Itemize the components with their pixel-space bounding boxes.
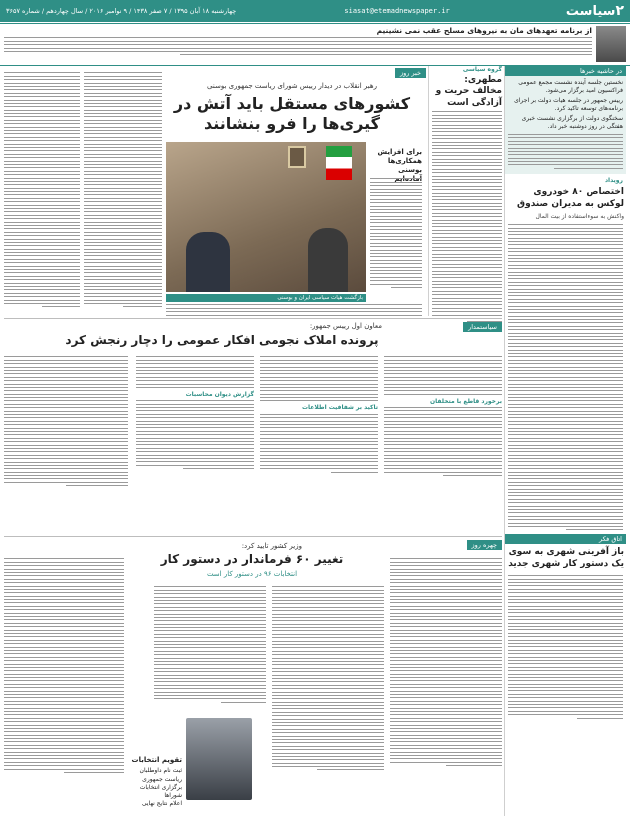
- story2-col-2: [260, 354, 378, 475]
- story3-bio: [122, 756, 182, 808]
- story2-col-1: [384, 354, 502, 478]
- sidebar-story1-text: [505, 224, 626, 530]
- opinion-text: [432, 111, 502, 322]
- story3-portrait: [186, 718, 252, 800]
- sidebar-news-item: رییس جمهور در جلسه هیات دولت بر اجرای برنامه‌های توسعه تاکید کرد.: [514, 97, 623, 113]
- date-line: چهارشنبه ۱۸ آبان ۱۳۹۵ / ۷ صفر ۱۴۳۸ / ۹ نوامبر ۲۰۱۶ / سال چهاردهم / شماره ۳۶۵۷: [6, 7, 237, 15]
- bio-title: تقویم انتخابات: [131, 756, 182, 764]
- story3-sub: انتخابات ۹۶ در دستور کار است: [206, 570, 298, 578]
- story1-quote: برای افزایش همکاری‌ها بوسنی: [377, 148, 422, 175]
- story3-col-1: [390, 556, 502, 769]
- story1-col-b: [84, 70, 162, 310]
- flag-icon: [326, 146, 352, 180]
- page-header: [0, 0, 630, 22]
- page-number: ۲: [615, 3, 624, 19]
- story1-supra: رهبر انقلاب در دیدار رییس شورای ریاست جمهوری بوسنی: [207, 82, 377, 90]
- portrait-frame-icon: [288, 146, 306, 168]
- sidebar-story1-kicker: رویداد: [604, 177, 623, 185]
- section-email[interactable]: siasat@etemadnewspaper.ir: [344, 7, 450, 15]
- lead-text: [4, 37, 592, 55]
- story1-caption: بازگشت هیات سیاسی ایران و بوسنی: [166, 294, 366, 302]
- story-divider: [4, 536, 502, 537]
- story3-supra: وزیر کشور تایید کرد:: [241, 542, 302, 550]
- sidebar-news-box: [505, 76, 626, 174]
- sidebar-box-text: [508, 134, 623, 169]
- story3-title[interactable]: تغییر ۶۰ فرماندار در دستور کار: [160, 552, 344, 566]
- bio-line: ثبت نام داوطلبان ریاست جمهوری: [139, 767, 182, 783]
- story2-subhead: گزارش دیوان محاسبات: [185, 390, 254, 398]
- sidebar-story2-title[interactable]: باز آفرینی شهری به سوی یک دستور کار شهری جدید: [508, 547, 624, 569]
- story3-col-2: [272, 584, 384, 773]
- story3-col-3: [154, 584, 266, 705]
- story2-subhead: تاکید بر شفافیت اطلاعات: [301, 404, 378, 412]
- lead-story: [4, 26, 626, 64]
- bio-line: اعلام نتایج نهایی: [141, 799, 182, 807]
- story2-subhead: برخورد قاطع با متخلفان: [430, 397, 502, 405]
- header-rule: [0, 23, 630, 24]
- sidebar-box-label: در حاشیه خبرها: [505, 66, 626, 76]
- story2-title[interactable]: پرونده املاک نجومی افکار عمومی را دچار رنجش کرد: [65, 333, 379, 347]
- story2-supra: معاون اول رییس جمهور:: [309, 322, 382, 330]
- story1-photo: [166, 142, 366, 292]
- story1-label: خبر روز: [395, 68, 426, 78]
- story3-col-4: [4, 556, 124, 775]
- lead-photo: [596, 26, 626, 62]
- sidebar-story2-text: [505, 575, 626, 718]
- bio-line: برگزاری انتخابات شوراها: [139, 783, 182, 799]
- sidebar-news-item: سخنگوی دولت از برگزاری نشست خبری هفتگی در روز دوشنبه خبر داد.: [521, 115, 623, 131]
- story2-col-3: [136, 354, 254, 472]
- sidebar-news-item: نخستین جلسه آینده نشست مجمع عمومی فراکسیون امید برگزار می‌شود.: [518, 79, 623, 95]
- story2-col-4: [4, 354, 128, 489]
- lead-title: از برنامه تعهدهای مان به نیروهای مسلح عقب نمی نشینیم: [376, 26, 592, 35]
- sidebar-story2-label: اتاق فکر: [505, 534, 626, 544]
- section-title: سیاست: [565, 3, 616, 19]
- person-figure: [308, 228, 348, 292]
- story2-label: سیاستمدار: [463, 322, 502, 332]
- person-figure: [186, 232, 230, 292]
- main-content: [4, 66, 502, 816]
- opinion-column: [432, 66, 502, 316]
- story1-col-a: [4, 70, 80, 310]
- sidebar: [504, 66, 626, 816]
- opinion-kicker: گروه سیاسی: [462, 66, 502, 73]
- column-divider: [428, 66, 429, 316]
- story-divider: [4, 318, 502, 319]
- sidebar-story1-title[interactable]: اختصاص ۸۰ خودروی لوکس به مدیران صندوق: [517, 187, 624, 209]
- opinion-title[interactable]: مطهری: مخالف حریت و آزادگی است: [435, 75, 502, 108]
- story1-title[interactable]: کشورهای مستقل باید آتش در گیری‌ها را فرو بنشانند: [173, 94, 411, 133]
- story1-quote-text: [370, 176, 422, 290]
- story3-label: چهره روز: [467, 540, 503, 550]
- sidebar-story1-sub: واکنش به سوءاستفاده از بیت المال: [535, 212, 624, 220]
